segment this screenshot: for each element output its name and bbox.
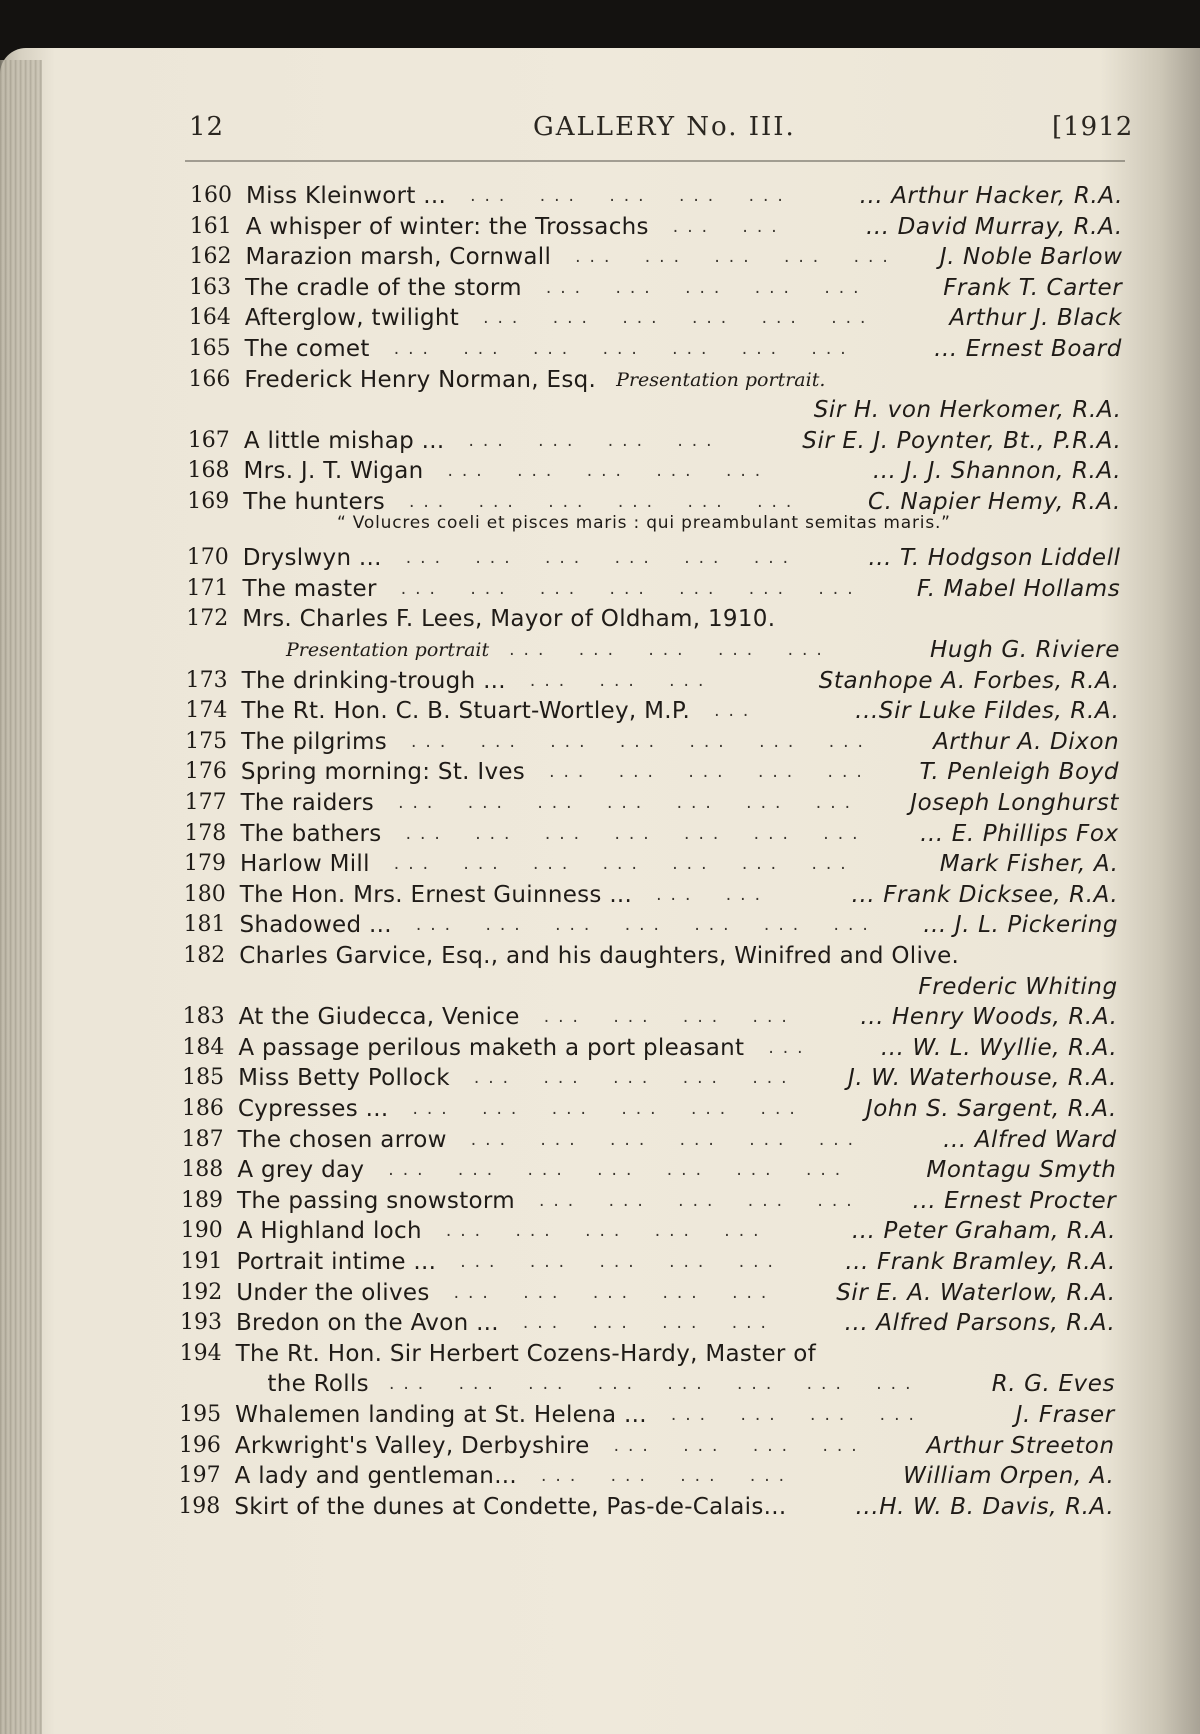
entry-title: Whalemen landing at St. Helena ... — [235, 1402, 647, 1428]
catalogue-line — [0, 1063, 1200, 1093]
entry-number: 184 — [182, 1034, 225, 1060]
entry-number: 177 — [184, 790, 227, 815]
entry-title: Frederick Henry Norman, Esq. — [244, 366, 597, 393]
presentation-note: Presentation portrait — [285, 639, 490, 661]
entry-title: The Hon. Mrs. Ernest Guinness ... — [239, 881, 633, 908]
entry-number: 180 — [183, 881, 226, 907]
leader-dots: ... ... ... — [529, 670, 713, 691]
entry-artist: ... Alfred Ward — [943, 1126, 1117, 1153]
entry-artist: Stanhope A. Forbes, R.A. — [818, 667, 1120, 694]
entry-number: 165 — [188, 336, 231, 361]
entry-artist: Arthur Streeton — [926, 1432, 1115, 1459]
entry-artist: ... David Murray, R.A. — [865, 213, 1123, 240]
leader-dots: ... ... ... ... ... ... ... ... — [388, 1374, 920, 1395]
entry-title: The raiders — [240, 790, 375, 816]
entry-number: 186 — [181, 1096, 224, 1121]
entry-artist: J. Noble Barlow — [939, 244, 1123, 271]
entry-artist: Sir H. von Herkomer, R.A. — [813, 397, 1122, 424]
entry-number: 189 — [181, 1187, 224, 1213]
entry-number: 168 — [187, 458, 230, 484]
entry-title: Cypresses ... — [237, 1096, 389, 1122]
catalogue-line — [0, 574, 1200, 604]
entry-number: 194 — [179, 1340, 222, 1366]
entry-title-continued: the Rolls — [267, 1371, 369, 1398]
entry-number: 198 — [178, 1493, 221, 1519]
leader-dots: ... ... ... ... ... ... ... — [411, 731, 872, 752]
catalogue-line — [0, 242, 1200, 272]
leader-dots: ... ... — [672, 216, 786, 237]
entry-artist: ... Ernest Board — [934, 336, 1122, 362]
entry-artist: C. Napier Hemy, R.A. — [868, 489, 1121, 515]
leader-dots: ... ... ... ... ... ... — [483, 308, 875, 329]
running-title: GALLERY No. III. — [533, 112, 796, 142]
leader-dots: ... ... ... ... ... — [538, 1190, 861, 1211]
entry-number: 161 — [189, 213, 232, 239]
entry-artist: ... Henry Woods, R.A. — [860, 1004, 1118, 1031]
entry-title: The drinking-trough ... — [241, 667, 506, 694]
catalogue-line — [0, 365, 1200, 395]
entry-artist: ... Alfred Parsons, R.A. — [844, 1310, 1116, 1337]
entry-artist: ... Arthur Hacker, R.A. — [859, 183, 1123, 209]
entry-artist: Sir E. J. Poynter, Bt., P.R.A. — [802, 427, 1122, 454]
catalogue-line — [0, 1461, 1200, 1491]
entry-artist: ... Ernest Procter — [912, 1187, 1117, 1214]
entry-title: A grey day — [237, 1157, 365, 1184]
entry-number: 179 — [184, 851, 227, 877]
entry-artist: ... Peter Graham, R.A. — [851, 1218, 1117, 1245]
entry-artist: ... J. J. Shannon, R.A. — [872, 458, 1122, 485]
entry-artist: R. G. Eves — [991, 1371, 1116, 1398]
entry-title: A little mishap ... — [243, 427, 445, 454]
catalogue-line — [0, 941, 1200, 971]
catalogue-line — [0, 880, 1200, 910]
leader-dots: ... ... ... ... ... ... — [409, 492, 801, 512]
entry-title: Arkwright's Valley, Derbyshire — [234, 1432, 590, 1459]
entry-artist: Joseph Longhurst — [910, 790, 1119, 816]
catalogue-line — [0, 635, 1200, 665]
entry-number: 190 — [180, 1218, 223, 1244]
entry-number: 195 — [179, 1402, 222, 1427]
entry-number: 175 — [185, 728, 228, 754]
entry-title: Harlow Mill — [240, 851, 370, 878]
catalogue-line — [0, 543, 1200, 573]
leader-dots: ... ... ... ... ... — [445, 1221, 768, 1242]
leader-dots: ... ... ... ... ... — [473, 1068, 796, 1089]
entry-title: The Rt. Hon. C. B. Stuart-Wortley, M.P. — [241, 698, 691, 725]
entry-title: A lady and gentleman... — [234, 1463, 518, 1490]
catalogue-line — [0, 910, 1200, 940]
entry-artist: ... E. Phillips Fox — [920, 820, 1119, 847]
entry-artist: Hugh G. Riviere — [930, 637, 1120, 663]
entry-title: The passing snowstorm — [237, 1187, 515, 1214]
entry-number: 188 — [181, 1157, 224, 1183]
entry-number: 182 — [183, 943, 226, 968]
entry-artist: Montagu Smyth — [926, 1157, 1117, 1184]
entry-title: A passage perilous maketh a port pleasant — [238, 1034, 745, 1061]
entry-title: Shadowed ... — [239, 912, 392, 939]
entry-artist: ... T. Hodgson Liddell — [868, 545, 1121, 572]
entry-title: Under the olives — [236, 1279, 430, 1306]
entry-title: At the Giudecca, Venice — [238, 1004, 520, 1031]
entry-title: Spring morning: St. Ives — [240, 759, 526, 786]
leader-dots: ... ... ... ... ... — [575, 247, 897, 268]
entry-title: The master — [242, 575, 377, 602]
entry-artist: ... W. L. Wyllie, R.A. — [880, 1034, 1118, 1061]
entry-title: The Rt. Hon. Sir Herbert Cozens-Hardy, Master of — [235, 1340, 817, 1367]
page-number: 12 — [189, 112, 225, 142]
leader-dots: ... ... ... ... ... — [447, 461, 770, 482]
catalogue-line — [0, 511, 1200, 535]
entry-artist: John S. Sargent, R.A. — [865, 1096, 1117, 1122]
entry-title: The cradle of the storm — [245, 274, 522, 301]
entry-title: Charles Garvice, Esq., and his daughters, Winifred and Olive. — [239, 943, 960, 969]
leader-dots: ... ... ... ... ... ... ... — [393, 854, 855, 875]
entry-title: Skirt of the dunes at Condette, Pas-de-Calais... — [234, 1493, 787, 1520]
entry-number: 185 — [182, 1065, 225, 1091]
entry-title: A whisper of winter: the Trossachs — [245, 213, 649, 240]
entry-number: 162 — [189, 244, 232, 270]
entry-number: 174 — [185, 698, 228, 724]
catalogue-line — [0, 1216, 1200, 1246]
entry-number: 166 — [188, 366, 231, 392]
entry-number: 196 — [178, 1432, 221, 1458]
leader-dots: ... ... ... ... ... ... — [405, 548, 798, 569]
entry-title: Marazion marsh, Cornwall — [245, 244, 552, 271]
leader-dots: ... ... ... ... ... ... ... — [405, 823, 867, 844]
catalogue-line — [0, 819, 1200, 849]
entry-number: 172 — [186, 606, 229, 632]
entry-number: 178 — [184, 820, 227, 846]
leader-dots: ... ... ... ... — [468, 430, 721, 451]
catalogue-line — [0, 1125, 1200, 1155]
catalogue-line — [0, 1308, 1200, 1338]
entry-title: A Highland loch — [236, 1218, 422, 1245]
entry-title: The comet — [244, 336, 370, 362]
catalogue-line — [0, 604, 1200, 634]
entry-title: The chosen arrow — [237, 1126, 447, 1153]
leader-dots: ... ... ... ... ... ... ... — [400, 578, 862, 599]
entry-title: Bredon on the Avon ... — [235, 1310, 499, 1337]
catalogue-line — [0, 1155, 1200, 1185]
entry-number: 169 — [187, 489, 230, 514]
entry-artist: Frederic Whiting — [918, 973, 1118, 1000]
catalogue-line — [0, 1094, 1200, 1124]
entry-artist: ... J. L. Pickering — [923, 912, 1119, 939]
entry-number: 176 — [184, 759, 227, 785]
leader-dots: ... ... ... ... ... ... ... — [398, 793, 860, 813]
leader-dots: ... — [768, 1037, 812, 1058]
entry-number: 193 — [179, 1310, 222, 1336]
entry-title: Dryslwyn ... — [242, 545, 382, 572]
catalogue-line — [0, 426, 1200, 456]
leader-dots: ... ... ... ... — [522, 1313, 775, 1334]
entry-artist: ...Sir Luke Fildes, R.A. — [855, 698, 1120, 725]
entry-number: 197 — [178, 1463, 221, 1489]
entry-artist: T. Penleigh Boyd — [919, 759, 1120, 786]
leader-dots: ... ... ... ... ... — [470, 186, 792, 206]
leader-dots: ... ... ... ... ... ... — [470, 1129, 863, 1150]
catalogue-line — [0, 1278, 1200, 1308]
catalogue-line — [0, 972, 1200, 1002]
entry-artist: William Orpen, A. — [903, 1463, 1115, 1490]
entry-quote: “ Volucres coeli et pisces maris : qui preambulant semitas maris.” — [337, 512, 951, 533]
entry-artist: Arthur J. Black — [949, 305, 1123, 332]
entry-title: The bathers — [240, 820, 382, 847]
entry-number: 170 — [186, 545, 229, 571]
entry-number: 183 — [182, 1004, 225, 1030]
entry-artist: ...H. W. B. Davis, R.A. — [855, 1493, 1115, 1520]
entry-artist: J. Fraser — [1015, 1402, 1115, 1428]
leader-dots: ... ... ... ... ... ... ... — [388, 1160, 850, 1181]
leader-dots: ... ... ... ... ... ... ... — [393, 339, 855, 359]
entry-number: 187 — [181, 1126, 224, 1152]
entry-artist: J. W. Waterhouse, R.A. — [848, 1065, 1118, 1092]
catalogue-line — [0, 849, 1200, 879]
catalogue-line — [0, 212, 1200, 242]
catalogue-line — [0, 1186, 1200, 1216]
catalogue-line — [0, 181, 1200, 211]
catalogue-line — [0, 1431, 1200, 1461]
catalogue-line — [0, 1247, 1200, 1277]
entry-number: 164 — [188, 305, 231, 331]
entry-number: 160 — [190, 183, 232, 208]
catalogue-line — [0, 696, 1200, 726]
leader-dots: ... ... ... ... — [613, 1435, 866, 1456]
catalogue-line — [0, 727, 1200, 757]
leader-dots: ... ... ... ... ... — [549, 762, 871, 783]
entry-number: 167 — [187, 427, 230, 453]
catalogue-line — [0, 757, 1200, 787]
leader-dots: ... — [714, 701, 758, 722]
entry-title: The hunters — [243, 489, 385, 515]
leader-dots: ... ... ... ... ... ... ... — [415, 915, 877, 936]
presentation-note: Presentation portrait. — [616, 368, 826, 391]
entry-number: 181 — [183, 912, 226, 938]
leader-dots: ... ... ... ... — [543, 1007, 796, 1028]
entry-number: 173 — [185, 667, 228, 693]
entry-number: 191 — [180, 1249, 223, 1274]
leader-dots: ... ... ... ... ... ... — [412, 1099, 804, 1119]
catalogue-line — [0, 1492, 1200, 1522]
leader-dots: ... ... ... ... — [670, 1405, 923, 1425]
catalogue-line — [0, 1002, 1200, 1032]
entry-title: Afterglow, twilight — [244, 305, 460, 332]
leader-dots: ... ... ... ... ... — [453, 1282, 776, 1303]
year-mark: [1912 — [1052, 112, 1134, 142]
catalogue-line — [0, 788, 1200, 818]
catalogue-line — [0, 395, 1200, 425]
catalogue-line — [0, 1400, 1200, 1430]
entry-artist: ... Frank Dicksee, R.A. — [851, 881, 1119, 908]
catalogue-line — [0, 456, 1200, 486]
catalogue-line — [0, 273, 1200, 303]
entry-title: Miss Kleinwort ... — [246, 183, 447, 209]
entry-number: 192 — [180, 1279, 223, 1305]
catalogue-line — [0, 334, 1200, 364]
entry-title: Mrs. J. T. Wigan — [243, 458, 424, 485]
entry-title: Miss Betty Pollock — [238, 1065, 450, 1092]
entry-artist: Arthur A. Dixon — [933, 728, 1120, 755]
entry-artist: Mark Fisher, A. — [939, 851, 1119, 878]
catalogue-line — [0, 1369, 1200, 1399]
entry-artist: ... Frank Bramley, R.A. — [845, 1249, 1116, 1275]
entry-number: 163 — [189, 274, 232, 300]
entry-number: 171 — [186, 575, 229, 601]
leader-dots: ... ... — [656, 884, 769, 905]
entry-artist: Sir E. A. Waterlow, R.A. — [836, 1279, 1116, 1306]
leader-dots: ... ... ... ... ... — [460, 1252, 782, 1272]
entry-title: The pilgrims — [241, 728, 388, 755]
leader-dots: ... ... ... ... ... — [545, 277, 868, 298]
entry-artist: F. Mabel Hollams — [916, 575, 1121, 602]
entry-artist: Frank T. Carter — [943, 274, 1123, 301]
entry-title: Portrait intime ... — [236, 1249, 437, 1275]
catalogue-line — [0, 303, 1200, 333]
catalogue-line — [0, 666, 1200, 696]
leader-dots: ... ... ... ... — [541, 1466, 794, 1487]
catalogue-line — [0, 1033, 1200, 1063]
catalogue-line — [0, 1339, 1200, 1369]
leader-dots: ... ... ... ... ... — [509, 640, 831, 660]
entry-title: Mrs. Charles F. Lees, Mayor of Oldham, 1910. — [242, 606, 776, 633]
